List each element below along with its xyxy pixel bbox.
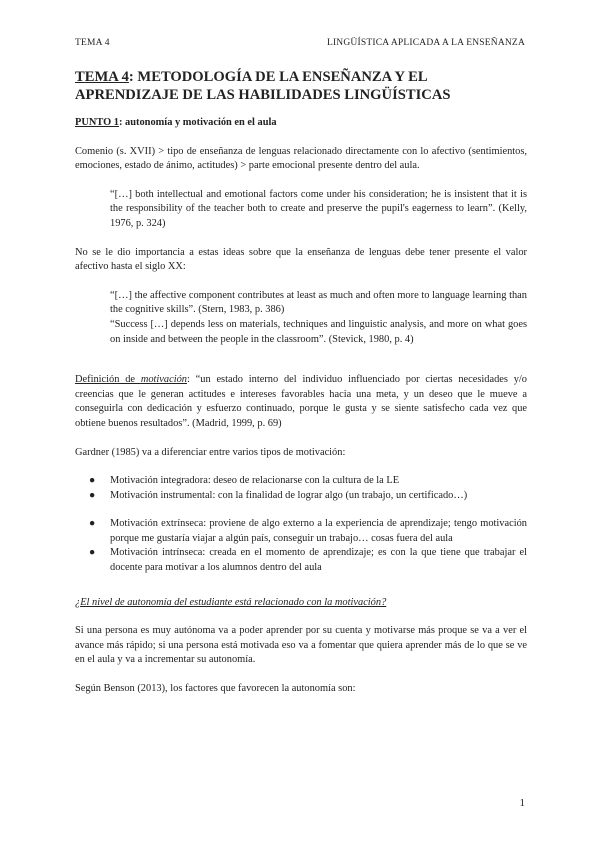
bullet-list-1 [75,474,527,503]
paragraph-definition [75,373,527,431]
quote-kelly: “[…] both intellectual and emotional factors come under his consideration; he is insistent that it is the responsibility of the teacher both to create and preserve the pupil's eagerness to learn”. (Kelly, 1976, p. 324) [110,188,527,229]
paragraph-no-se-dio: No se le dio importancia a estas ideas sobre que la enseñanza de lenguas debe tener presente el valor afectivo hasta el siglo XX: [75,246,527,273]
bullet-list-2 [75,517,527,575]
paragraph-answer: Si una persona es muy autónoma va a poder aprender por su cuenta y motivarse más proque se va a ver el avance más rápido; si una persona está motivada eso va a fomentar que quiera aprender más de lo que se ve en el aula y va a incrementar su autonomía. [75,625,527,666]
list-item [89,489,527,504]
section-heading [75,116,527,131]
list-item-text: Motivación extrínseca: proviene de algo externo a la experiencia de aprendizaje; tengo motivación porque me gustaría viajar a algún país, conseguir un trabajo… cosas fuera del aula [110,518,527,544]
punto-text: : autonomía y motivación en el aula [118,117,277,128]
list-item-text: Motivación instrumental: con la finalidad de lograr algo (un trabajo, un certificado…) [110,489,468,501]
title-text: : METODOLOGÍA DE LA ENSEÑANZA Y EL APRENDIZAJE DE LAS HABILIDADES LINGÜÍSTICAS [75,69,451,103]
bullet-icon: ● [89,489,96,501]
paragraph-comenio: Comenio (s. XVII) > tipo de enseñanza de lenguas relacionado directamente con lo afectivo (sentimientos, emociones, estado de ánimo, actitudes) > parte emocional presente dentro del aula. [75,145,527,172]
list-item [89,546,527,575]
paragraph-gardner: Gardner (1985) va a diferenciar entre varios tipos de motivación: [75,446,346,458]
bullet-icon: ● [89,475,96,487]
quote-block-kelly [75,188,527,232]
quote-block-stern-stevick [75,289,527,347]
page-title [75,68,527,104]
list-item-text: Motivación integradora: deseo de relacionarse con la cultura de la LE [110,475,400,487]
title-label: TEMA 4 [75,69,129,85]
quote-stern: “[…] the affective component contributes at least as much and often more to language learning than the cognitive skills”. (Stern, 1983, p. 386) [110,289,527,316]
question-heading: ¿El nivel de autonomía del estudiante está relacionado con la motivación? [75,596,387,608]
list-item [89,517,527,546]
paragraph-benson: Según Benson (2013), los factores que favorecen la autonomía son: [75,683,356,695]
list-item [89,474,527,489]
punto-label: PUNTO 1 [75,117,119,128]
list-item-text: Motivación intrínseca: creada en el momento de aprendizaje; es con la que tiene que trabajar el docente para motivar a los alumnos dentro del aula [110,547,527,574]
header-left: TEMA 4 [75,38,110,48]
definition-label-word: motivación [140,374,187,386]
bullet-icon: ● [89,518,96,530]
quote-stevick: “Success […] depends less on materials, techniques and linguistic analysis, and more on what goes on inside and between the people in the classroom”. (Stevick, 1980, p. 4) [110,318,527,345]
page-number: 1 [519,797,525,809]
definition-label-prefix: Definición de [75,374,141,386]
header-right: LINGÜÍSTICA APLICADA A LA ENSEÑANZA [326,38,525,48]
page-content [75,68,527,711]
definition-text: : “un estado interno del individuo influenciado por ciertas necesidades y/o creencias que le generan actitudes e intereses favorables hacia una meta, y un deseo que le mueve a conseguirla con dedicación y esfuerzo continuado, porque le gusta y se siente satisfecho cada vez que obtiene buenos resultados”. (Madrid, 1999, p. 69) [75,374,527,429]
bullet-icon: ● [89,547,96,559]
definition-label [75,374,187,385]
